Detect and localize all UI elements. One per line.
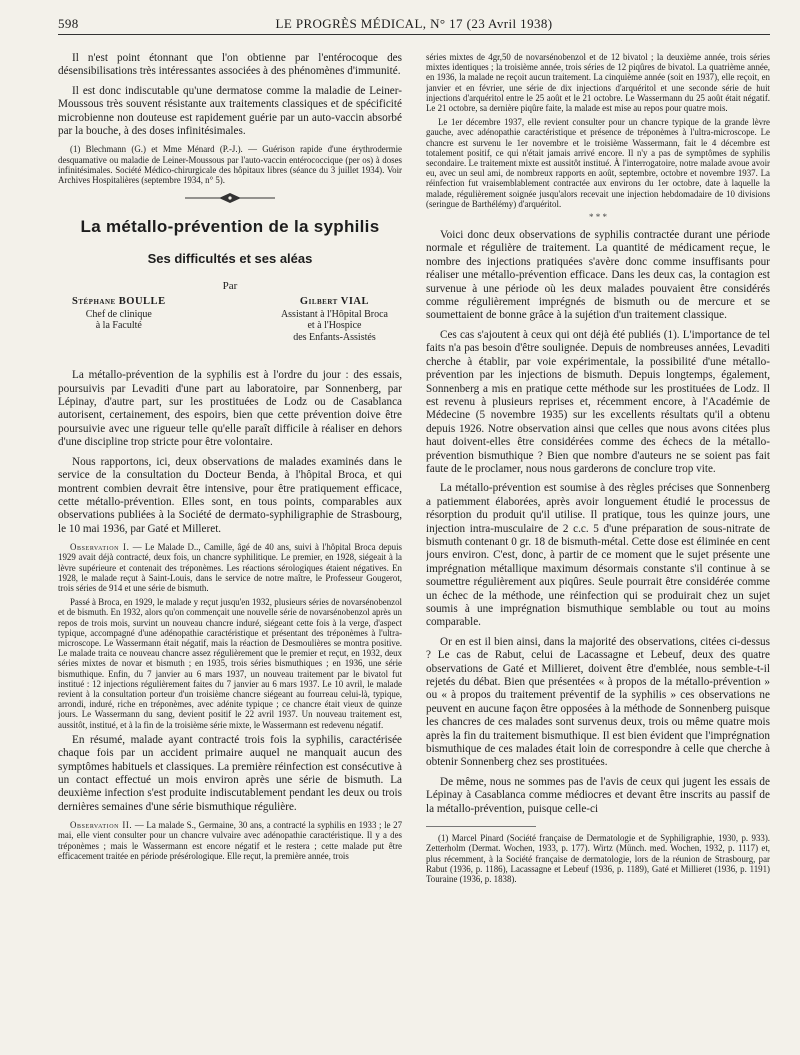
observation-text: — Le Malade D.., Camille, âgé de 40 ans, suivi à l'hôpital Broca depuis 1929 avait déjà contracté, deux fois, un chancre syphilitique. Le premier, en 1928, siégeait à la lèvre supérieure et contenait des tréponèmes. Les réactions sérologiques étaient négatives. En 1928, le malade reçut à Saint-Louis, dans le service de notre maître, le Professeur Gougerot, trois séries de 914 et une série de bismuth. [58, 542, 402, 593]
journal-title: LE PROGRÈS MÉDICAL, N° 17 (23 Avril 1938) [275, 16, 553, 31]
ornament-divider-icon [185, 191, 275, 205]
footnote-rule [426, 826, 536, 827]
observation-1-continued: Passé à Broca, en 1929, le malade y reçut jusqu'en 1932, plusieurs séries de novarsénobenzol et de bismuth. En 1932, alors qu'on commençait une nouvelle série de novarsénobenzol après un repos de trois mois, survint un nouveau chancre induré, siégeant cette fois à la verge, d'aspect typique, accompagné d'une adénopathie caractéristique et présentant des tréponèmes à l'ultra-microscope. Le Wassermann était négatif, mais la réaction de Desmoulières se montra positive. Le malade traita ce nouveau chancre assez régulièrement que le premier et reçut, en 1932, deux séries mixtes de novar et bismuth ; en 1935, trois séries bismuthiques ; en 1936, une série bismuthique. Enfin, du 7 janvier au 6 mars 1937, un nouveau traitement par le bivatol fut institué : 12 injections régulièrement faites du 7 janvier au 6 mars 1937. Le 10 avril, le malade revient à la consultation porteur d'un troisième chancre siégeant au fourreau celui-là, typique, arrondi, induré, riche en tréponèmes, avec adénite typique ; ce chancre était vieux de quinze jours. Le Wassermann du sang, devient positif le 22 avril 1937. Un nouveau traitement est, aussitôt, institué, et à la fin de la troisième série mixte, le Wassermann est redevenu négatif. [58, 597, 402, 730]
author-name: Gilbert VIAL [299, 296, 369, 308]
summary-paragraph: En résumé, malade ayant contracté trois fois la syphilis, caractérisée chaque fois par un accident primaire auquel ne manquait aucun des symptômes habituels et classiques. La première réinfection est consécutive à un contact effectué un mois environ après une série de bismuth. La deuxième infection s'est produite indiscutablement pendant les deux ou trois dernières semaines d'une série bismuthique régulière. [58, 733, 402, 813]
article-subtitle: Ses difficultés et ses aléas [147, 251, 313, 267]
author [281, 296, 388, 343]
intro-paragraph: Il n'est point étonnant que l'on obtienne par l'entérocoque des désensibilisations très intéressantes associées à des phénomènes d'immunité. [58, 52, 402, 78]
right-column [426, 52, 770, 1042]
observation-1 [58, 542, 402, 593]
author-name: Stéphane BOULLE [72, 296, 166, 308]
body-paragraph: De même, nous ne sommes pas de l'avis de ceux qui jugent les essais de Lépinay à Casablanca comme médiocres et devant être inscrits au passif de la métallo-prévention, puisque celle-ci [426, 775, 770, 815]
author-role: Assistant à l'Hôpital Broca et à l'Hospice des Enfants-Assistés [280, 308, 388, 343]
article-title: La métallo-prévention de la syphilis [80, 217, 380, 237]
body-paragraph: Nous rapportons, ici, deux observations de malades examinés dans le service de la consultation du Docteur Benda, à l'hôpital Broca, et qui montrent combien devrait être intensive, pour être pratiquement efficace, cette métallo-prévention. Elles sont, en tous points, comparables aux observations publiées à la Société de dermato-syphiligraphie de Strasbourg, le 10 mai 1936, par Gaté et Milleret. [58, 455, 402, 535]
observation-label: Observation II. [70, 820, 133, 831]
observation-text: — La malade S., Germaine, 30 ans, a contracté la syphilis en 1933 ; le 27 mai, elle vient consulter pour un chancre vulvaire avec adénopathie caractéristique. Il y a des tréponèmes ; mais le Wassermann est encore négatif et le restera ; cette malade put être efficacement traitée en période présérologique. Elle reçut, la première année, trois [58, 820, 402, 861]
footnote: (1) Marcel Pinard (Société française de Dermatologie et de Syphiligraphie, 1930, p. 933). Zetterholm (Dermat. Wochen, 1933, p. 177). Wirtz (Münch. med. Wochen, 1932, p. 1117) et, plus récemment, à la Société française de dermatologie, lors de la réunion de Strasbourg, par Rabut (1936, p. 1186), Lacassagne et Lebeuf (1936, p. 1189), Gaté et Millieret (1936, p. 1191) Touraine (1936, p. 1838). [426, 833, 770, 884]
body-paragraph: La métallo-prévention de la syphilis est à l'ordre du jour : des essais, poursuivis par Levaditi d'une part au laboratoire, par Sonnenberg, par Lépinay, d'autre part, sur les prostituées de Lodz ou de Casablanca autorisent, certainement, des espoirs, bien que cette prévention doive être poursuivie avec une rigueur telle qu'elle paraît difficile à réaliser en dehors d'une discipline trop stricte pour être volontaire. [58, 369, 402, 449]
footnote: (1) Blechmann (G.) et Mme Ménard (P.-J.). — Guérison rapide d'une érythrodermie desquamative ou maladie de Leiner-Moussous par l'auto-vaccin entérococcique (per os) à doses infinitésimales. Société Médico-chirurgicale des hôpitaux libres (séance du 3 juillet 1934). Voir Archives Hospitalières (septembre 1934, n° 5). [58, 144, 402, 186]
author-role: Chef de clinique à la Faculté [85, 308, 152, 332]
body-paragraph: La métallo-prévention est soumise à des règles précises que Sonnenberg a patiemment élaborées, après avoir longuement étudié le processus de résorption du produit qu'il utilise. Il pratique, tous les quinze jours, une injection intra-musculaire de 2 c.c. 5 d'une préparation de sous-nitrate de bismuth contenant 0 gr. 18 de bismuth-métal. Cette dose est éliminée en cent jours environ. C'est, donc, à partir de ce moment que le sujet présente une imprégnation métallique maximum désormais constante s'il continue à se soumettre régulièrement aux piqûres. Seule pourrait être considérée comme un échec de la méthode, une réinfection qui se produirait chez un sujet soumis à une imprégnation bismuthique semblable ou tout au moins comparable. [426, 482, 770, 629]
by-label: Par [222, 280, 238, 293]
author [72, 296, 166, 343]
page-number: 598 [58, 16, 79, 31]
author-block [58, 296, 402, 343]
body-paragraph: Ces cas s'ajoutent à ceux qui ont déjà été publiés (1). L'importance de tel faits n'a pas besoin d'être soulignée. Depuis de nombreuses années, Levaditi cherche à établir, par voie expérimentale, la possibilité d'une métallo-prévention par les injections de bismuth. Depuis longtemps, également, Sonnenberg a mis en pratique cette méthode sur les prostituées de Lodz. Il est revenu à plusieurs reprises et, récemment encore, à l'Académie de Médecine (5 novembre 1935) sur les excellents résultats qu'il a obtenu depuis 1926. Notre observation ainsi que celles que nous avons citées plus haut doivent-elles être considérées comme des échecs de la métallo-prévention bismuthique ? Bien que nombre d'auteurs ne se soient pas fait faute de le proclamer, nous nous garderons de conclure trop vite. [426, 328, 770, 475]
observation-2 [58, 820, 402, 861]
section-break-stars: * * * [589, 212, 607, 223]
body-paragraph: Or en est il bien ainsi, dans la majorité des observations, citées ci-dessus ? Le cas de Rabut, celui de Lacassagne et Lebeuf, deux des quatre observations de Gaté et Millieret, doivent être d'emblée, nous semble-t-il rejetés du débat. Bien que présentées « à propos de la métallo-prévention » ou « à propos du traitement préventif de la syphilis » ces observations ne peuvent en aucune façon être opposées à la méthode de Sonnenberg puisque les chancres de ces malades sont survenus deux, trois ou même quatre mois après la fin du traitement bismuthique. Il est bien évident que l'imprégnation bismuthique de ces malades était loin de correspondre à celle que cherche à obtenir Sonnenberg chez ses prostituées. [426, 635, 770, 769]
left-column [58, 52, 402, 1042]
observation-label: Observation I. [70, 542, 130, 553]
body-paragraph: Voici donc deux observations de syphilis contractée durant une période normale et régulière de traitement. La quantité de médicament reçue, le nombre des injections pratiquées s'avère donc comme insuffisants pour réaliser une métallo-prévention efficace. Dans les deux cas, la contagion est survenue à une période où les deux malades pouvaient être considérés comme régulièrement imprégnés de bismuth ou de mercure et se soumettaient de bonne grâce à la sujétion d'un traitement classique. [426, 229, 770, 322]
observation-2-continued: séries mixtes de 4gr,50 de novarsénobenzol et de 12 bivatol ; la deuxième année, trois séries mixtes identiques ; la troisième année, trois séries de 12 piqûres de bivatol. La quatrième année, en 1936, la malade ne reçoit aucun traitement. La cinquième année (soit en 1937), elle reçoit, en janvier et en février, une série de dix injections d'arquéritol et une seconde série de huit injections d'arquéritol entre le 25 août et le 21 octobre. Le Wassermann du 25 août était négatif. Le 21 octobre, sa dernière piqûre faite, la malade est mise au repos pour quatre mois. [426, 52, 770, 114]
intro-paragraph: Il est donc indiscutable qu'une dermatose comme la maladie de Leiner-Moussous très souvent résistante aux traitements classiques et de spécificité microbienne non douteuse est rapidement guérie par un auto-vaccin absorbé par la bouche, à des doses infinitésimales. [58, 84, 402, 138]
running-header [58, 14, 770, 35]
observation-2-continued: Le 1er décembre 1937, elle revient consulter pour un chancre typique de la grande lèvre gauche, avec adénopathie caractéristique et présence de tréponèmes à l'ultra-microscope. Le chancre est survenu le 1er novembre et le troisième Wassermann, fait le 4 décembre est totalement positif, ce qui n'était jamais arrivé encore. Il n'y a pas de symptômes de syphilis secondaire. Le traitement mixte est aussitôt institué. À l'interrogatoire, notre malade avoue avoir eu, avec un seul ami, de nombreux rapports en août, septembre, octobre et novembre 1937. La réinfection fut vraisemblablement contractée aux environs du 1er octobre, date à laquelle la malade, régulièrement soignée jusqu'alors recevait une injection hebdomadaire de 10 divisions (seringue de Barthélémy) d'arquéritol. [426, 117, 770, 209]
